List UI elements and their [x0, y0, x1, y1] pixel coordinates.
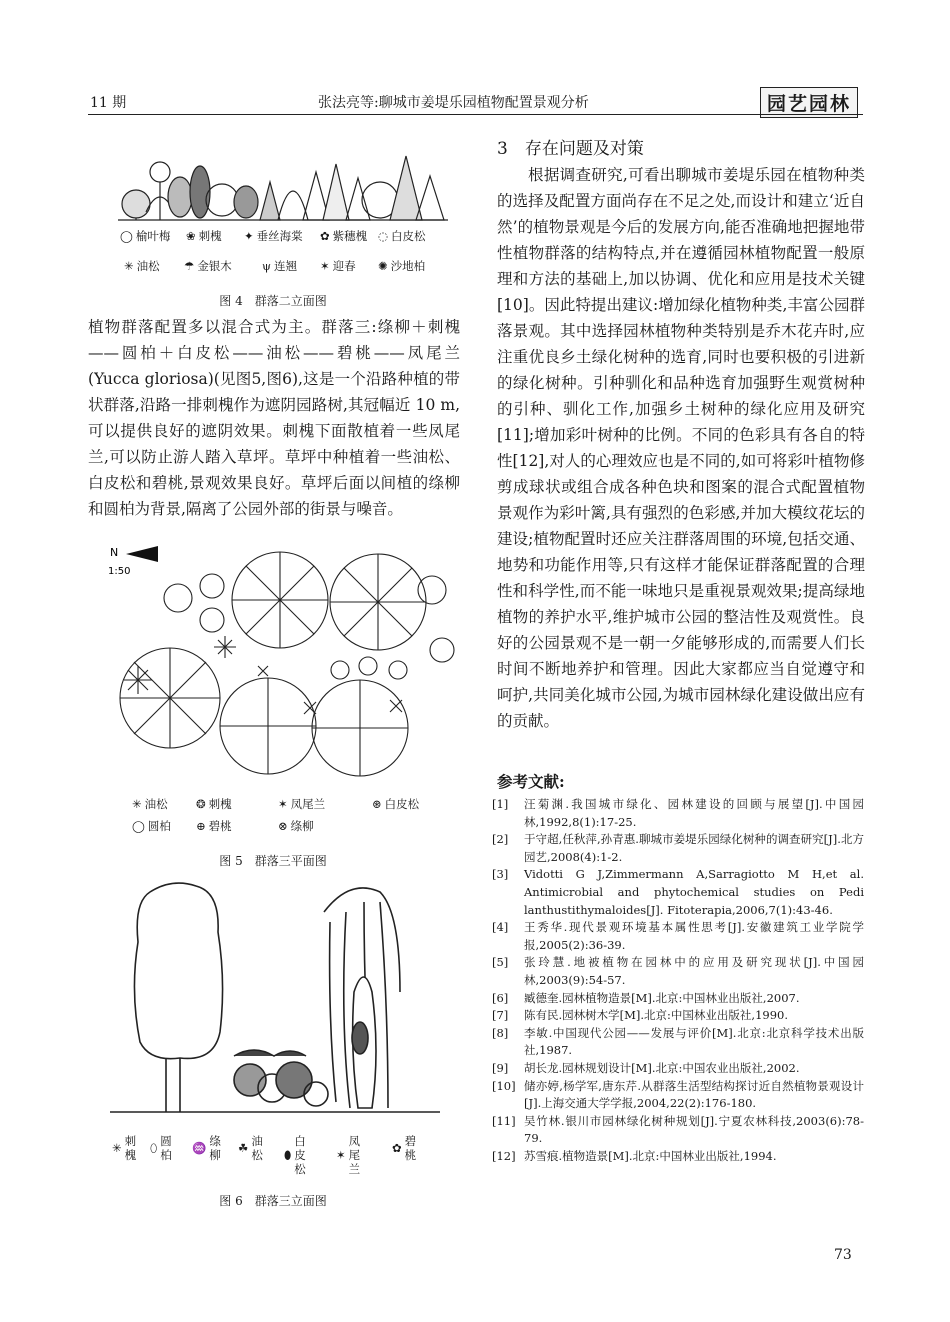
- fig6-legend-item: ✿ 碧 桃: [392, 1134, 417, 1162]
- fig4-legend-item: ✦ 垂丝海棠: [244, 229, 303, 243]
- left-column-text: [88, 314, 460, 522]
- north-label: N: [110, 546, 119, 559]
- reference-number: [11]: [492, 1113, 516, 1128]
- reference-number: [2]: [492, 832, 509, 847]
- issue-label: 11 期: [90, 95, 127, 111]
- fig4-legend-item: ψ 连翘: [262, 259, 298, 273]
- reference-number: [4]: [492, 920, 509, 935]
- fig4-legend-item: ✺ 沙地柏: [378, 259, 426, 273]
- fig4-legend-item: ✳ 油松: [124, 259, 160, 273]
- fig4-legend-item: ✿ 紫穗槐: [320, 229, 368, 243]
- tree-symbol-icon: ✿: [320, 229, 330, 243]
- scale-label: 1:50: [108, 566, 131, 577]
- reference-text: Vidotti G J,Zimmermann A,Sarragiotto M H,et al. Antimicrobial and phytochemical studies on Pedi lanthustithymaloides[J]. Fitoterapia,2006,7(1):43-46.: [524, 867, 864, 917]
- tree-symbol-icon: ◌: [378, 229, 389, 243]
- reference-number: [9]: [492, 1060, 509, 1075]
- reference-number: [8]: [492, 1025, 509, 1040]
- fig5-legend-item: ⊛ 白皮松: [372, 797, 420, 811]
- north-arrow-icon: [126, 546, 158, 562]
- tree-symbol-icon: ✿: [392, 1141, 402, 1155]
- tree-symbol-icon: ❀: [186, 229, 196, 243]
- reference-item: [492, 1078, 864, 1113]
- reference-text: 吴竹林.银川市园林绿化树种规划[J].宁夏农林科技,2003(6):78-79.: [524, 1113, 864, 1146]
- tree-symbol-icon: ψ: [262, 259, 272, 273]
- fig5-legend-item: ⊕ 碧桃: [196, 819, 232, 833]
- reference-item: [492, 866, 864, 919]
- reference-text: 陈有民.园林树木学[M].北京:中国林业出版社,1990.: [524, 1008, 789, 1023]
- tree-symbol-icon: ✺: [378, 259, 388, 273]
- tree-symbol-icon: ⬯: [150, 1140, 158, 1155]
- reference-text: 储亦婷,杨学军,唐东芹.从群落生活型结构探讨近自然植物景观设计[J].上海交通大学学报,2004,22(2):176-180.: [524, 1078, 864, 1111]
- reference-item: [492, 919, 864, 954]
- reference-text: 于守超,任秋萍,孙青惠.聊城市姜堤乐园绿化树种的调查研究[J].北方园艺,2008(4):1-2.: [524, 832, 864, 864]
- tree-symbol-icon: ☘: [238, 1141, 249, 1155]
- figure-5: [108, 540, 458, 780]
- reference-number: [7]: [492, 1008, 509, 1023]
- tree-symbol-icon: ✶: [336, 1148, 346, 1162]
- tree-symbol-icon: ◯: [120, 229, 133, 243]
- tree-symbol-icon: ✳: [124, 259, 134, 273]
- figure-5-caption: 图 5 群落三平面图: [219, 854, 327, 868]
- tree-symbol-icon: ⊕: [196, 819, 206, 833]
- reference-text: 苏雪痕.植物造景[M].北京:中国林业出版社,1994.: [524, 1148, 777, 1163]
- reference-text: 胡长龙.园林规划设计[M].北京:中国农业出版社,2002.: [524, 1060, 800, 1075]
- reference-text: 臧德奎.园林植物造景[M].北京:中国林业出版社,2007.: [524, 990, 800, 1005]
- references-list: [492, 796, 864, 1165]
- tree-symbol-icon: ✶: [278, 797, 288, 811]
- fig4-legend-item: ◌ 白皮松: [378, 229, 426, 243]
- reference-text: 张玲慧.地被植物在园林中的应用及研究现状[J].中国园林,2003(9):54-57.: [524, 955, 864, 987]
- figure-6: [110, 872, 440, 1128]
- fig6-legend-item: ⬯ 圆 柏: [150, 1134, 172, 1162]
- tree-symbol-icon: ✶: [320, 259, 330, 273]
- running-title: 张法亮等:聊城市姜堤乐园植物配置景观分析: [318, 95, 589, 111]
- body-paragraph: 根据调查研究,可看出聊城市姜堤乐园在植物种类的选择及配置方面尚存在不足之处,而设计和建立‘近自然’的植物景观是今后的发展方向,能否准确地把握地带性植物群落的结构特点,并在遵循园林植物配置一般原理和方法的基础上,加以协调、优化和应用是技术关键[10]。因此特提出建议:增加绿化植物种类,丰富公园群落景观。其中选择园林植物种类特别是乔木花卉时,应注重优良乡土绿化树种的选育,同时也要积极的引进新的绿化树种。引种驯化和品种选育加强野生观赏树种的引种、驯化工作,加强乡土树种的绿化应用及研究[11];增加彩叶树种的比例。不同的色彩具有各自的特性[12],对人的心理效应也是不同的,如可将彩叶植物修剪成球状或组合成各种色块和图案的混合式配置植物景观作为彩叶篱,具有强烈的色彩感,并加大模纹花坛的建设;植物配置时还应关注群落周围的环境,包括交通、地势和功能作用等,只有这样才能保证群落配置的合理性和科学性,而不能一味地只是重视景观效果;提高绿地植物的养护水平,维护城市公园的整洁性及观赏性。良好的公园景观不是一朝一夕能够形成的,而需要人们长时间不断地养护和管理。因此大家都应当自觉遵守和呵护,共同美化城市公园,为城市园林绿化建设做出应有的贡献。: [497, 166, 865, 730]
- reference-text: 李敏.中国现代公园——发展与评价[M].北京:北京科学技术出版社,1987.: [524, 1025, 864, 1058]
- fig5-legend-item: ⊗ 绦柳: [278, 819, 314, 833]
- tree-symbol-icon: ✳: [132, 797, 142, 811]
- reference-item: [492, 1113, 864, 1148]
- fig4-legend-item: ✶ 迎春: [320, 259, 356, 273]
- journal-section-badge: 园艺园林: [760, 87, 858, 118]
- figure-4-caption: 图 4 群落二立面图: [219, 294, 327, 308]
- reference-number: [10]: [492, 1078, 516, 1093]
- reference-item: [492, 1025, 864, 1060]
- tree-symbol-icon: ✦: [244, 229, 254, 243]
- header-rule: [88, 114, 863, 115]
- fig5-legend-item: ✳ 油松: [132, 797, 168, 811]
- figure-4-elevation-drawing: [118, 142, 458, 226]
- reference-item: [492, 1148, 864, 1166]
- tree-symbol-icon: ☂: [184, 259, 195, 273]
- figure-6-caption: 图 6 群落三立面图: [219, 1194, 327, 1208]
- figure-5-plan-drawing: [108, 540, 458, 780]
- section-title: 存在问题及对策: [524, 139, 644, 159]
- reference-number: [6]: [492, 990, 509, 1005]
- reference-item: [492, 954, 864, 989]
- reference-item: [492, 831, 864, 866]
- tree-symbol-icon: ⊛: [372, 797, 382, 811]
- tree-symbol-icon: ⬮: [284, 1147, 292, 1162]
- fig5-legend-item: ✶ 凤尾兰: [278, 797, 326, 811]
- fig5-legend-item: ◯ 圆柏: [132, 819, 171, 833]
- reference-number: [3]: [492, 867, 509, 882]
- reference-item: [492, 990, 864, 1008]
- figure-6-elevation-drawing: [110, 872, 440, 1128]
- fig4-legend-item: ☂ 金银木: [184, 259, 232, 273]
- reference-number: [5]: [492, 955, 509, 970]
- body-paragraph: 植物群落配置多以混合式为主。群落三:绦柳＋刺槐——圆柏＋白皮松——油松——碧桃——凤尾兰(Yucca gloriosa)(见图5,图6),这是一个沿路种植的带状群落,沿路一排刺槐作为遮阴园路树,其冠幅近 10 m,可以提供良好的遮阴效果。刺槐下面散植着一些凤尾兰,可以防止游人踏入草坪。草坪中种植着一些油松、白皮松和碧桃,景观效果良好。草坪后面以间植的绦柳和圆柏为背景,隔离了公园外部的街景与噪音。: [88, 318, 460, 518]
- tree-symbol-icon: ✳: [112, 1141, 122, 1155]
- fig6-legend-item: ☘ 油 松: [238, 1134, 263, 1162]
- reference-number: [12]: [492, 1148, 516, 1163]
- references-heading: 参考文献:: [497, 772, 565, 791]
- tree-symbol-icon: ◯: [132, 819, 145, 833]
- reference-number: [1]: [492, 797, 509, 811]
- reference-text: 汪菊渊.我国城市绿化、园林建设的回顾与展望[J].中国园林,1992,8(1):17-25.: [524, 797, 864, 829]
- fig6-legend-item: ✳ 刺 槐: [112, 1134, 137, 1162]
- right-column-text: [497, 162, 865, 734]
- section-number: 3: [497, 139, 508, 159]
- fig4-legend-item: ◯ 榆叶梅: [120, 229, 171, 243]
- reference-item: [492, 1060, 864, 1078]
- fig6-legend-item: ⬮ 白 皮 松: [284, 1134, 306, 1176]
- fig5-legend-item: ❂ 刺槐: [196, 797, 232, 811]
- fig6-legend-item: ♒ 绦 柳: [192, 1134, 221, 1162]
- reference-text: 王秀华.现代景观环境基本属性思考[J].安徽建筑工业学院学报,2005(2):36-39.: [524, 920, 864, 952]
- fig4-legend-item: ❀ 刺槐: [186, 229, 222, 243]
- reference-item: [492, 1007, 864, 1025]
- reference-item: [492, 796, 864, 831]
- page-number: 73: [834, 1247, 852, 1263]
- tree-symbol-icon: ❂: [196, 797, 206, 811]
- tree-symbol-icon: ♒: [192, 1141, 207, 1155]
- running-header: [0, 88, 950, 118]
- tree-symbol-icon: ⊗: [278, 819, 288, 833]
- fig6-legend-item: ✶ 凤 尾 兰: [336, 1134, 361, 1176]
- section-heading: [497, 134, 644, 159]
